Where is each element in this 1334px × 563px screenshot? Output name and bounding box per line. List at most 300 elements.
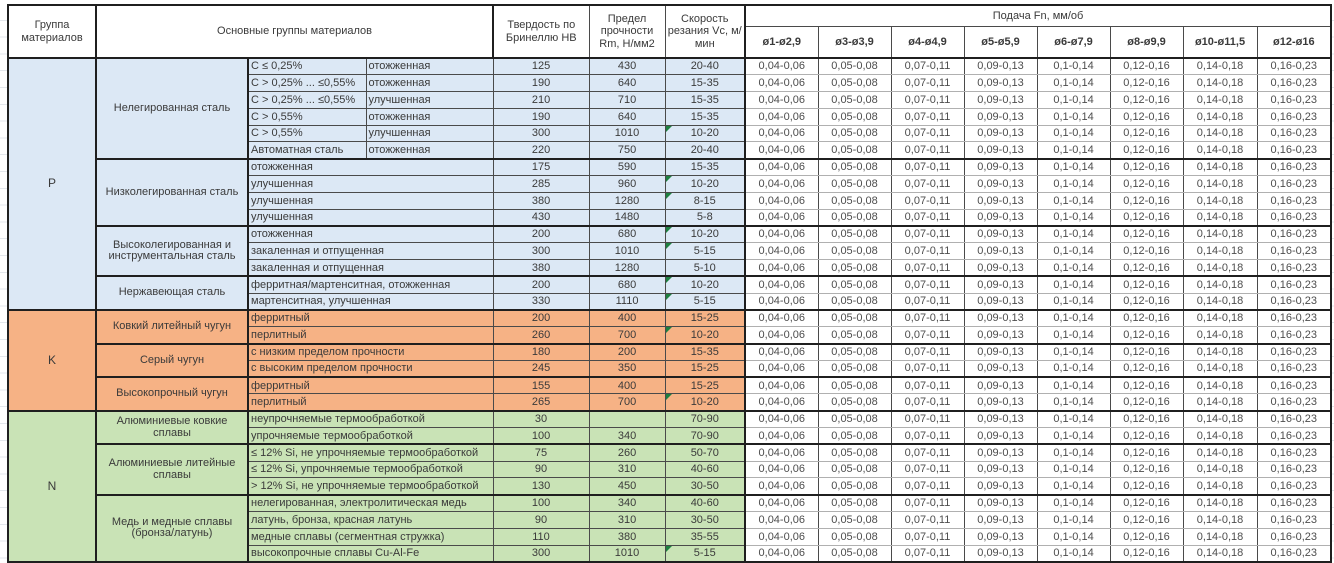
header-diameter-7: ø10-ø11,5 [1183,26,1257,58]
feed-cell-d6: 0,12-0,16 [1110,512,1183,529]
feed-cell-d8: 0,16-0,23 [1257,461,1331,478]
feed-cell-d5: 0,1-0,14 [1037,411,1110,428]
feed-cell-d7: 0,14-0,18 [1183,192,1257,209]
feed-cell-d6: 0,12-0,16 [1110,377,1183,394]
cutting-speed-cell: 5-15 [665,293,745,310]
hardness-cell: 200 [493,310,589,327]
feed-cell-d7: 0,14-0,18 [1183,276,1257,293]
feed-cell-d1: 0,04-0,06 [745,293,818,310]
feed-cell-d6: 0,12-0,16 [1110,428,1183,445]
feed-cell-d1: 0,04-0,06 [745,176,818,193]
hardness-cell: 30 [493,411,589,428]
cutting-speed-cell: 15-35 [665,75,745,92]
feed-cell-d8: 0,16-0,23 [1257,125,1331,142]
feed-cell-d2: 0,05-0,08 [818,276,891,293]
feed-cell-d5: 0,1-0,14 [1037,428,1110,445]
feed-cell-d6: 0,12-0,16 [1110,411,1183,428]
feed-cell-d6: 0,12-0,16 [1110,528,1183,545]
strength-cell [589,411,665,428]
feed-cell-d5: 0,1-0,14 [1037,478,1110,495]
strength-cell: 400 [589,377,665,394]
hardness-cell: 90 [493,461,589,478]
feed-cell-d2: 0,05-0,08 [818,344,891,361]
feed-cell-d1: 0,04-0,06 [745,360,818,377]
strength-cell: 1280 [589,192,665,209]
note-triangle-icon [666,277,672,283]
note-triangle-icon [666,126,672,132]
feed-cell-d4: 0,09-0,13 [964,192,1037,209]
strength-cell: 1110 [589,293,665,310]
cutting-speed-cell: 20-40 [665,58,745,75]
feed-cell-d2: 0,05-0,08 [818,176,891,193]
feed-cell-d5: 0,1-0,14 [1037,276,1110,293]
feed-cell-d2: 0,05-0,08 [818,310,891,327]
hardness-cell: 285 [493,176,589,193]
feed-cell-d7: 0,14-0,18 [1183,512,1257,529]
feed-cell-d3: 0,07-0,11 [891,276,964,293]
hardness-cell: 330 [493,293,589,310]
feed-cell-d6: 0,12-0,16 [1110,226,1183,243]
feed-cell-d4: 0,09-0,13 [964,394,1037,411]
feed-cell-d3: 0,07-0,11 [891,176,964,193]
feed-cell-d1: 0,04-0,06 [745,528,818,545]
feed-cell-d2: 0,05-0,08 [818,58,891,75]
hardness-cell: 260 [493,327,589,344]
strength-cell: 450 [589,478,665,495]
strength-cell: 960 [589,176,665,193]
group-letter-cell: K [8,310,96,411]
feed-cell-d7: 0,14-0,18 [1183,176,1257,193]
feed-cell-d3: 0,07-0,11 [891,75,964,92]
material-state-cell: отожженная [366,108,493,125]
feed-cell-d2: 0,05-0,08 [818,92,891,109]
feed-cell-d3: 0,07-0,11 [891,512,964,529]
note-triangle-icon [666,176,672,182]
feed-cell-d4: 0,09-0,13 [964,344,1037,361]
note-triangle-icon [666,227,672,233]
feed-cell-d4: 0,09-0,13 [964,310,1037,327]
material-state-cell: ферритный [248,310,493,327]
feed-cell-d5: 0,1-0,14 [1037,512,1110,529]
strength-cell: 340 [589,495,665,512]
feed-cell-d2: 0,05-0,08 [818,192,891,209]
feed-cell-d6: 0,12-0,16 [1110,243,1183,260]
feed-cell-d2: 0,05-0,08 [818,394,891,411]
material-row [8,276,1331,293]
strength-cell: 640 [589,75,665,92]
feed-cell-d8: 0,16-0,23 [1257,377,1331,394]
cutting-speed-cell: 15-35 [665,92,745,109]
feed-cell-d1: 0,04-0,06 [745,495,818,512]
feed-cell-d8: 0,16-0,23 [1257,243,1331,260]
cutting-speed-cell: 10-20 [665,176,745,193]
hardness-cell: 380 [493,192,589,209]
header-diameter-5: ø6-ø7,9 [1037,26,1110,58]
feed-cell-d8: 0,16-0,23 [1257,176,1331,193]
feed-cell-d1: 0,04-0,06 [745,428,818,445]
note-triangle-icon [666,394,672,400]
hardness-cell: 300 [493,243,589,260]
material-family-cell: Медь и медные сплавы (бронза/латунь) [96,495,248,562]
feed-cell-d2: 0,05-0,08 [818,226,891,243]
material-state-cell: отожженная [366,58,493,75]
feed-cell-d8: 0,16-0,23 [1257,226,1331,243]
feed-cell-d2: 0,05-0,08 [818,377,891,394]
feed-cell-d7: 0,14-0,18 [1183,327,1257,344]
material-row [8,444,1331,461]
group-letter-cell: N [8,411,96,562]
note-triangle-icon [666,327,672,333]
material-row [8,58,1331,75]
feed-cell-d7: 0,14-0,18 [1183,428,1257,445]
feed-cell-d8: 0,16-0,23 [1257,360,1331,377]
feed-cell-d3: 0,07-0,11 [891,344,964,361]
feed-cell-d4: 0,09-0,13 [964,260,1037,277]
material-state-cell: улучшенная [366,92,493,109]
strength-cell: 680 [589,226,665,243]
material-row [8,344,1331,361]
feed-cell-d3: 0,07-0,11 [891,428,964,445]
feed-cell-d2: 0,05-0,08 [818,411,891,428]
feed-cell-d3: 0,07-0,11 [891,209,964,226]
material-subtype-cell: C > 0,55% [248,108,366,125]
feed-cell-d2: 0,05-0,08 [818,461,891,478]
material-state-cell: с низким пределом прочности [248,344,493,361]
material-state-cell: медные сплавы (сегментная стружка) [248,528,493,545]
feed-cell-d2: 0,05-0,08 [818,360,891,377]
feed-cell-d4: 0,09-0,13 [964,75,1037,92]
feed-cell-d5: 0,1-0,14 [1037,360,1110,377]
cutting-speed-cell: 30-50 [665,478,745,495]
feed-cell-d5: 0,1-0,14 [1037,394,1110,411]
material-state-cell: перлитный [248,394,493,411]
feed-cell-d5: 0,1-0,14 [1037,327,1110,344]
feed-cell-d2: 0,05-0,08 [818,209,891,226]
feed-cell-d7: 0,14-0,18 [1183,260,1257,277]
material-subtype-cell: C > 0,25% ... ≤0,55% [248,75,366,92]
feed-cell-d8: 0,16-0,23 [1257,92,1331,109]
feed-cell-d3: 0,07-0,11 [891,478,964,495]
strength-cell: 640 [589,108,665,125]
feed-cell-d3: 0,07-0,11 [891,327,964,344]
feed-cell-d5: 0,1-0,14 [1037,528,1110,545]
header-tensile-strength: Предел прочности Rm, Н/мм2 [589,5,665,58]
feed-cell-d3: 0,07-0,11 [891,360,964,377]
feed-cell-d7: 0,14-0,18 [1183,58,1257,75]
header-diameter-1: ø1-ø2,9 [745,26,818,58]
feed-cell-d8: 0,16-0,23 [1257,545,1331,562]
feed-cell-d5: 0,1-0,14 [1037,92,1110,109]
strength-cell: 1280 [589,260,665,277]
note-triangle-icon [666,546,672,552]
feed-cell-d2: 0,05-0,08 [818,293,891,310]
feed-cell-d7: 0,14-0,18 [1183,243,1257,260]
feed-cell-d8: 0,16-0,23 [1257,209,1331,226]
feed-cell-d1: 0,04-0,06 [745,276,818,293]
group-letter-cell: P [8,58,96,310]
feed-cell-d7: 0,14-0,18 [1183,528,1257,545]
feed-cell-d1: 0,04-0,06 [745,327,818,344]
feed-cell-d8: 0,16-0,23 [1257,394,1331,411]
material-family-cell: Высокопрочный чугун [96,377,248,411]
material-state-cell: ≤ 12% Si, упрочняемые термообработкой [248,461,493,478]
material-state-cell: улучшенная [248,209,493,226]
feed-cell-d3: 0,07-0,11 [891,125,964,142]
feed-cell-d4: 0,09-0,13 [964,377,1037,394]
feed-cell-d7: 0,14-0,18 [1183,545,1257,562]
feed-cell-d4: 0,09-0,13 [964,276,1037,293]
feed-cell-d2: 0,05-0,08 [818,159,891,176]
cutting-speed-cell: 70-90 [665,428,745,445]
feed-cell-d1: 0,04-0,06 [745,512,818,529]
hardness-cell: 100 [493,495,589,512]
feed-cell-d1: 0,04-0,06 [745,444,818,461]
cutting-speed-cell: 40-60 [665,461,745,478]
feed-cell-d6: 0,12-0,16 [1110,545,1183,562]
material-row [8,226,1331,243]
cutting-speed-cell: 15-25 [665,360,745,377]
header-main-material-groups: Основные группы материалов [96,5,493,58]
feed-cell-d8: 0,16-0,23 [1257,512,1331,529]
feed-cell-d4: 0,09-0,13 [964,528,1037,545]
feed-cell-d2: 0,05-0,08 [818,260,891,277]
strength-cell: 310 [589,512,665,529]
header-diameter-6: ø8-ø9,9 [1110,26,1183,58]
feed-cell-d6: 0,12-0,16 [1110,108,1183,125]
material-state-cell: с высоким пределом прочности [248,360,493,377]
strength-cell: 700 [589,327,665,344]
material-subtype-cell: C > 0,55% [248,125,366,142]
material-subtype-cell: C > 0,25% ... ≤0,55% [248,92,366,109]
feed-cell-d6: 0,12-0,16 [1110,344,1183,361]
strength-cell: 710 [589,92,665,109]
feed-cell-d3: 0,07-0,11 [891,528,964,545]
cutting-speed-cell: 5-15 [665,243,745,260]
feed-cell-d6: 0,12-0,16 [1110,125,1183,142]
feed-cell-d7: 0,14-0,18 [1183,75,1257,92]
feed-cell-d5: 0,1-0,14 [1037,495,1110,512]
material-subtype-cell: Автоматная сталь [248,142,366,159]
strength-cell: 1010 [589,243,665,260]
feed-cell-d3: 0,07-0,11 [891,108,964,125]
feed-cell-d1: 0,04-0,06 [745,226,818,243]
hardness-cell: 220 [493,142,589,159]
feed-cell-d1: 0,04-0,06 [745,209,818,226]
strength-cell: 310 [589,461,665,478]
material-state-cell: высокопрочные сплавы Cu-Al-Fe [248,545,493,562]
feed-cell-d1: 0,04-0,06 [745,159,818,176]
feed-cell-d4: 0,09-0,13 [964,411,1037,428]
feed-cell-d5: 0,1-0,14 [1037,226,1110,243]
cutting-speed-cell: 70-90 [665,411,745,428]
feed-cell-d4: 0,09-0,13 [964,495,1037,512]
feed-cell-d2: 0,05-0,08 [818,108,891,125]
material-family-cell: Нелегированная сталь [96,58,248,159]
material-state-cell: закаленная и отпущенная [248,260,493,277]
strength-cell: 430 [589,58,665,75]
header-feed: Подача Fn, мм/об [745,5,1331,26]
hardness-cell: 190 [493,75,589,92]
feed-cell-d6: 0,12-0,16 [1110,260,1183,277]
cutting-speed-cell: 50-70 [665,444,745,461]
feed-cell-d4: 0,09-0,13 [964,92,1037,109]
material-family-cell: Низколегированная сталь [96,159,248,226]
cutting-speed-cell: 15-35 [665,108,745,125]
feed-cell-d1: 0,04-0,06 [745,344,818,361]
feed-cell-d6: 0,12-0,16 [1110,293,1183,310]
material-state-cell: улучшенная [366,125,493,142]
feed-cell-d7: 0,14-0,18 [1183,495,1257,512]
feed-cell-d4: 0,09-0,13 [964,461,1037,478]
header-brinell-hardness: Твердость по Бринеллю HB [493,5,589,58]
feed-cell-d8: 0,16-0,23 [1257,260,1331,277]
feed-cell-d5: 0,1-0,14 [1037,545,1110,562]
cutting-speed-cell: 10-20 [665,226,745,243]
feed-cell-d4: 0,09-0,13 [964,159,1037,176]
feed-cell-d6: 0,12-0,16 [1110,444,1183,461]
material-state-cell: > 12% Si, не упрочняемые термообработкой [248,478,493,495]
feed-cell-d8: 0,16-0,23 [1257,75,1331,92]
feed-cell-d8: 0,16-0,23 [1257,310,1331,327]
cutting-speed-cell: 35-55 [665,528,745,545]
hardness-cell: 430 [493,209,589,226]
feed-cell-d1: 0,04-0,06 [745,377,818,394]
hardness-cell: 75 [493,444,589,461]
feed-cell-d5: 0,1-0,14 [1037,159,1110,176]
feed-cell-d3: 0,07-0,11 [891,394,964,411]
feed-cell-d8: 0,16-0,23 [1257,428,1331,445]
feed-cell-d8: 0,16-0,23 [1257,327,1331,344]
feed-cell-d8: 0,16-0,23 [1257,276,1331,293]
feed-cell-d7: 0,14-0,18 [1183,444,1257,461]
feed-cell-d3: 0,07-0,11 [891,495,964,512]
cutting-speed-cell: 15-25 [665,377,745,394]
material-state-cell: улучшенная [248,176,493,193]
feed-cell-d7: 0,14-0,18 [1183,310,1257,327]
material-state-cell: перлитный [248,327,493,344]
feed-cell-d3: 0,07-0,11 [891,377,964,394]
feed-cell-d3: 0,07-0,11 [891,142,964,159]
feed-cell-d7: 0,14-0,18 [1183,360,1257,377]
table-body [8,58,1331,562]
material-family-cell: Алюминиевые ковкие сплавы [96,411,248,445]
feed-cell-d1: 0,04-0,06 [745,394,818,411]
hardness-cell: 155 [493,377,589,394]
feed-cell-d6: 0,12-0,16 [1110,75,1183,92]
feed-cell-d8: 0,16-0,23 [1257,444,1331,461]
feed-cell-d5: 0,1-0,14 [1037,461,1110,478]
header-diameter-3: ø4-ø4,9 [891,26,964,58]
feed-cell-d5: 0,1-0,14 [1037,176,1110,193]
header-material-group: Группа материалов [8,5,96,58]
material-state-cell: отожженная [366,75,493,92]
material-row [8,411,1331,428]
feed-cell-d7: 0,14-0,18 [1183,125,1257,142]
material-family-cell: Ковкий литейный чугун [96,310,248,344]
feed-cell-d3: 0,07-0,11 [891,310,964,327]
feed-cell-d5: 0,1-0,14 [1037,444,1110,461]
feed-cell-d2: 0,05-0,08 [818,327,891,344]
header-diameter-2: ø3-ø3,9 [818,26,891,58]
feed-cell-d5: 0,1-0,14 [1037,344,1110,361]
feed-cell-d8: 0,16-0,23 [1257,293,1331,310]
strength-cell: 350 [589,360,665,377]
feed-cell-d7: 0,14-0,18 [1183,394,1257,411]
strength-cell: 260 [589,444,665,461]
feed-cell-d6: 0,12-0,16 [1110,58,1183,75]
feed-cell-d1: 0,04-0,06 [745,92,818,109]
feed-cell-d7: 0,14-0,18 [1183,209,1257,226]
feed-cell-d2: 0,05-0,08 [818,125,891,142]
material-state-cell: отожженная [248,226,493,243]
feed-cell-d8: 0,16-0,23 [1257,528,1331,545]
strength-cell: 200 [589,344,665,361]
strength-cell: 1010 [589,125,665,142]
feed-cell-d1: 0,04-0,06 [745,108,818,125]
feed-cell-d1: 0,04-0,06 [745,58,818,75]
feed-cell-d5: 0,1-0,14 [1037,75,1110,92]
material-state-cell: отожженная [366,142,493,159]
material-state-cell: улучшенная [248,192,493,209]
material-row [8,159,1331,176]
material-family-cell: Серый чугун [96,344,248,378]
material-state-cell: ≤ 12% Si, не упрочняемые термообработкой [248,444,493,461]
cutting-speed-cell: 5-10 [665,260,745,277]
feed-cell-d7: 0,14-0,18 [1183,92,1257,109]
feed-cell-d5: 0,1-0,14 [1037,243,1110,260]
note-triangle-icon [666,193,672,199]
hardness-cell: 200 [493,226,589,243]
strength-cell: 680 [589,276,665,293]
feed-cell-d6: 0,12-0,16 [1110,276,1183,293]
feed-cell-d3: 0,07-0,11 [891,192,964,209]
feed-cell-d6: 0,12-0,16 [1110,142,1183,159]
feed-cell-d2: 0,05-0,08 [818,478,891,495]
machining-parameters-table [7,4,1332,563]
header-diameter-4: ø5-ø5,9 [964,26,1037,58]
feed-cell-d5: 0,1-0,14 [1037,108,1110,125]
hardness-cell: 190 [493,108,589,125]
feed-cell-d6: 0,12-0,16 [1110,209,1183,226]
hardness-cell: 245 [493,360,589,377]
strength-cell: 380 [589,528,665,545]
hardness-cell: 300 [493,545,589,562]
header-cutting-speed: Скорость резания Vc, м/мин [665,5,745,58]
feed-cell-d7: 0,14-0,18 [1183,461,1257,478]
feed-cell-d1: 0,04-0,06 [745,75,818,92]
cutting-speed-cell: 10-20 [665,327,745,344]
feed-cell-d2: 0,05-0,08 [818,75,891,92]
feed-cell-d3: 0,07-0,11 [891,461,964,478]
feed-cell-d7: 0,14-0,18 [1183,226,1257,243]
feed-cell-d5: 0,1-0,14 [1037,310,1110,327]
feed-cell-d5: 0,1-0,14 [1037,260,1110,277]
feed-cell-d1: 0,04-0,06 [745,478,818,495]
feed-cell-d1: 0,04-0,06 [745,142,818,159]
material-state-cell: мартенситная, улучшенная [248,293,493,310]
feed-cell-d6: 0,12-0,16 [1110,327,1183,344]
feed-cell-d4: 0,09-0,13 [964,293,1037,310]
feed-cell-d3: 0,07-0,11 [891,444,964,461]
feed-cell-d8: 0,16-0,23 [1257,108,1331,125]
feed-cell-d3: 0,07-0,11 [891,545,964,562]
material-state-cell: нелегированная, электролитическая медь [248,495,493,512]
strength-cell: 400 [589,310,665,327]
material-state-cell: ферритный [248,377,493,394]
feed-cell-d2: 0,05-0,08 [818,243,891,260]
feed-cell-d3: 0,07-0,11 [891,58,964,75]
feed-cell-d5: 0,1-0,14 [1037,209,1110,226]
